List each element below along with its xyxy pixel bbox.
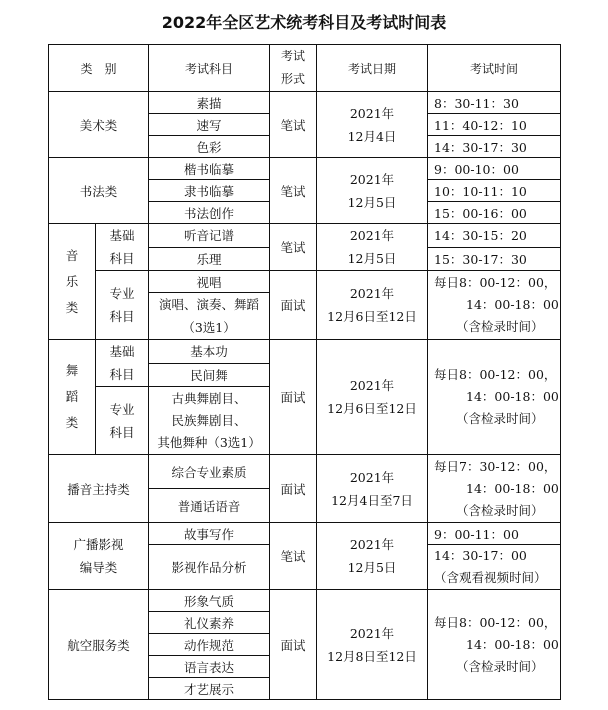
header-row (49, 45, 561, 92)
table-row (49, 590, 561, 612)
table-row (49, 92, 561, 114)
subject-cell: 速写 (149, 114, 270, 136)
subject-cell: 故事写作 (149, 523, 270, 545)
time-cell: 10：10-11：10 (428, 180, 561, 202)
subject-cell: 演唱、演奏、舞蹈 （3选1） (149, 293, 270, 340)
date-cell: 2021年 12月4日 (317, 92, 428, 158)
time-line: 每日8：00-12：00， (434, 367, 557, 382)
date-cell: 2021年 12月6日至12日 (317, 271, 428, 340)
subject-cell: 民间舞 (149, 363, 270, 387)
subcategory-cell: 基础 科目 (96, 340, 149, 387)
subject-cell: 基本功 (149, 340, 270, 364)
subject-cell: 形象气质 (149, 590, 270, 612)
time-line: 14：00-18：00 (466, 636, 559, 652)
subject-cell: 色彩 (149, 136, 270, 158)
form-cell: 笔试 (270, 158, 317, 224)
exam-schedule-table (48, 44, 561, 700)
category-cell: 音 乐 类 (49, 224, 96, 340)
form-cell: 面试 (270, 271, 317, 340)
table-row (49, 158, 561, 180)
time-line: （含检录时间） (456, 411, 544, 426)
subject-cell: 素描 (149, 92, 270, 114)
header-category: 类 别 (49, 45, 149, 92)
time-line: 每日8：00-12：00， (434, 614, 557, 630)
subject-cell: 普通话语音 (149, 489, 270, 523)
subject-cell: 才艺展示 (149, 678, 270, 700)
header-subject: 考试科目 (149, 45, 270, 92)
form-cell: 面试 (270, 590, 317, 700)
category-cell: 广播影视 编导类 (49, 523, 149, 590)
time-line: （含检录时间） (456, 658, 544, 674)
category-cell: 美术类 (49, 92, 149, 158)
time-line: （含检录时间） (456, 319, 544, 334)
form-cell: 面试 (270, 340, 317, 455)
time-line: 14：00-18：00 (466, 389, 559, 404)
time-cell: 9：00-11：00 (428, 523, 561, 545)
category-cell: 书法类 (49, 158, 149, 224)
subject-cell: 古典舞剧目、 民族舞剧目、 其他舞种（3选1） (149, 387, 270, 455)
subject-cell: 乐理 (149, 247, 270, 271)
subject-cell: 礼仪素养 (149, 612, 270, 634)
subcategory-cell: 专业 科目 (96, 387, 149, 455)
time-cell: 15：30-17：30 (428, 247, 561, 271)
category-cell: 播音主持类 (49, 455, 149, 523)
table-row (49, 523, 561, 545)
time-cell: 8：30-11：30 (428, 92, 561, 114)
time-cell (428, 455, 561, 523)
date-cell: 2021年 12月8日至12日 (317, 590, 428, 700)
time-cell: 11：40-12：10 (428, 114, 561, 136)
subject-cell: 听音记谱 (149, 224, 270, 248)
subject-cell: 综合专业素质 (149, 455, 270, 489)
time-line: 每日7：30-12：00， (434, 458, 557, 474)
date-cell: 2021年 12月5日 (317, 158, 428, 224)
time-line: 14：00-18：00 (466, 480, 559, 496)
time-line: （含检录时间） (456, 502, 544, 518)
time-cell (428, 271, 561, 340)
subject-cell: 语言表达 (149, 656, 270, 678)
subject-cell: 书法创作 (149, 202, 270, 224)
time-line: 每日8：00-12：00， (434, 275, 557, 290)
table-row (49, 340, 561, 364)
time-cell (428, 590, 561, 700)
date-cell: 2021年 12月4日至7日 (317, 455, 428, 523)
category-cell: 航空服务类 (49, 590, 149, 700)
subject-cell: 隶书临摹 (149, 180, 270, 202)
table-row (49, 455, 561, 489)
time-cell: 15：00-16：00 (428, 202, 561, 224)
header-form: 考试 形式 (270, 45, 317, 92)
form-cell: 笔试 (270, 523, 317, 590)
page-title: 2022年全区艺术统考科目及考试时间表 (161, 13, 447, 32)
form-cell: 笔试 (270, 224, 317, 271)
time-cell: 14：30-15：20 (428, 224, 561, 248)
time-cell: 9：00-10：00 (428, 158, 561, 180)
time-line: 14：00-18：00 (466, 297, 559, 312)
time-cell: 14：30-17：00 （含观看视频时间） (428, 545, 561, 590)
table-row (49, 224, 561, 248)
date-cell: 2021年 12月6日至12日 (317, 340, 428, 455)
subcategory-cell: 专业 科目 (96, 271, 149, 340)
table-row (49, 271, 561, 293)
date-cell: 2021年 12月5日 (317, 224, 428, 271)
header-time: 考试时间 (428, 45, 561, 92)
form-cell: 面试 (270, 455, 317, 523)
header-date: 考试日期 (317, 45, 428, 92)
time-cell (428, 340, 561, 455)
subject-cell: 影视作品分析 (149, 545, 270, 590)
date-cell: 2021年 12月5日 (317, 523, 428, 590)
subject-cell: 动作规范 (149, 634, 270, 656)
subject-cell: 视唱 (149, 271, 270, 293)
form-cell: 笔试 (270, 92, 317, 158)
subcategory-cell: 基础 科目 (96, 224, 149, 271)
time-cell: 14：30-17：30 (428, 136, 561, 158)
category-cell: 舞 蹈 类 (49, 340, 96, 455)
subject-cell: 楷书临摹 (149, 158, 270, 180)
